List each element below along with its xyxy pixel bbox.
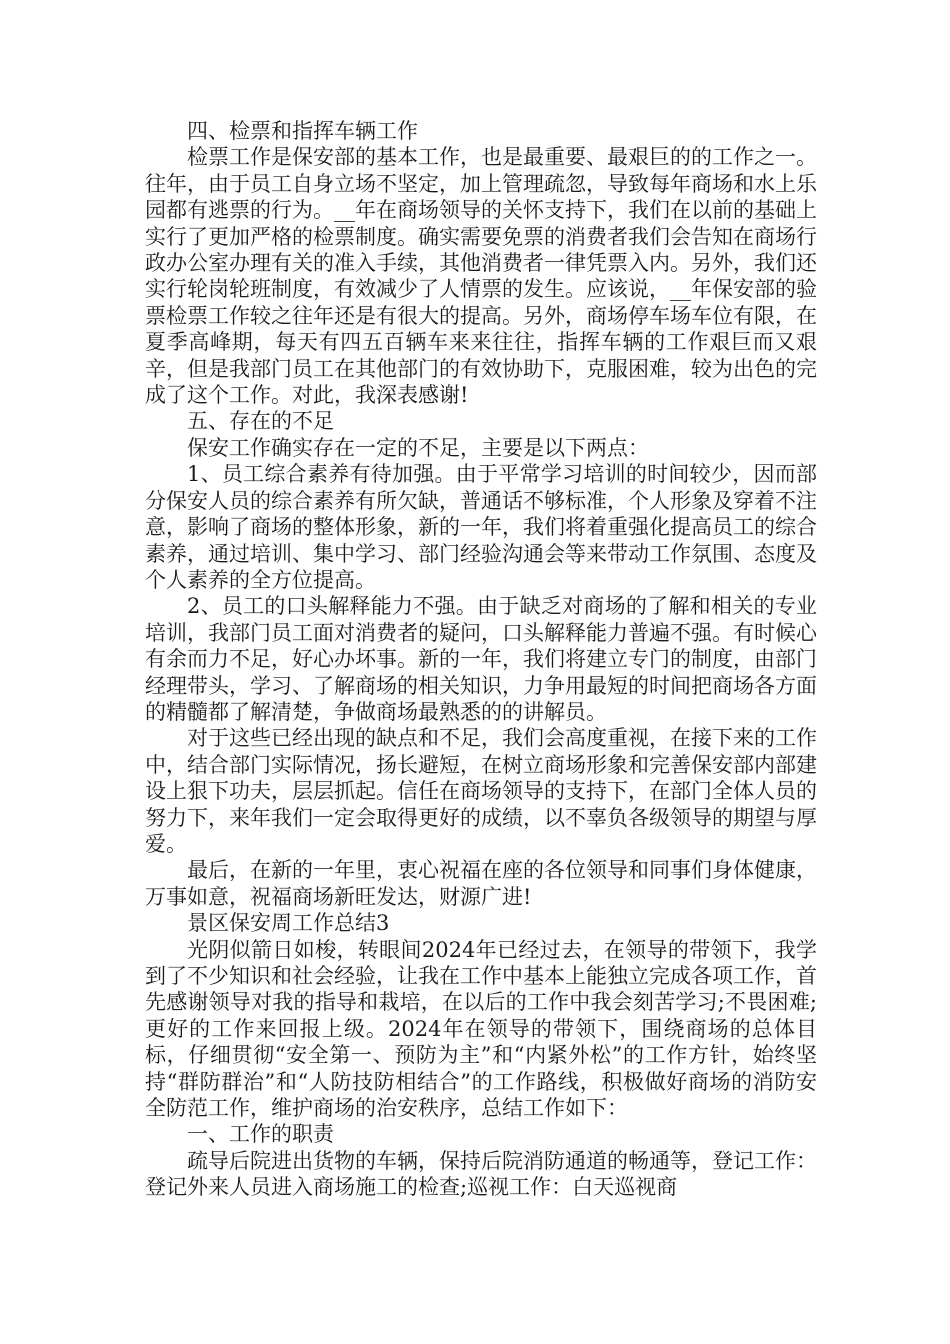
paragraph-duties: 疏导后院进出货物的车辆，保持后院消防通道的畅通等，登记工作：登记外来人员进入商场施工的检查;巡视工作：白天巡视商 [145, 1148, 817, 1200]
paragraph-shortcoming-2: 2、员工的口头解释能力不强。由于缺乏对商场的了解和相关的专业培训，我部门员工面对消费者的疑问，口头解释能力普遍不强。有时候心有余而力不足，好心办坏事。新的一年，我们将建立专门的制度，由部门经理带头，学习、了解商场的相关知识，力争用最短的时间把商场各方面的精髓都了解清楚，争做商场最熟悉的的讲解员。 [145, 594, 817, 724]
paragraph-response: 对于这些已经出现的缺点和不足，我们会高度重视，在接下来的工作中，结合部门实际情况，扬长避短，在树立商场形象和完善保安部内部建设上狠下功夫，层层抓起。信任在商场领导的支持下，在部门全体人员的努力下，来年我们一定会取得更好的成绩，以不辜负各级领导的期望与厚爱。 [145, 726, 817, 856]
paragraph-ticket-checking: 检票工作是保安部的基本工作，也是最重要、最艰巨的的工作之一。往年，由于员工自身立场不坚定，加上管理疏忽，导致每年商场和水上乐园都有逃票的行为。__年在商场领导的关怀支持下，我们在以前的基础上实行了更加严格的检票制度。确实需要免票的消费者我们会告知在商场行政办公室办理有关的准入手续，其他消费者一律凭票入内。另外，我们还实行轮岗轮班制度，有效减少了人情票的发生。应该说，__年保安部的验票检票工作较之往年还是有很大的提高。另外，商场停车场车位有限，在夏季高峰期，每天有四五百辆车来来往往，指挥车辆的工作艰巨而又艰辛，但是我部门员工在其他部门的有效协助下，克服困难，较为出色的完成了这个工作。对此，我深表感谢! [145, 145, 817, 408]
section-heading-ticket-checking: 四、检票和指挥车辆工作 [187, 119, 418, 143]
section-heading-shortcomings: 五、存在的不足 [187, 409, 334, 434]
paragraph-shortcoming-1: 1、员工综合素养有待加强。由于平常学习培训的时间较少，因而部分保安人员的综合素养有所欠缺，普通话不够标准，个人形象及穿着不注意，影响了商场的整体形象，新的一年，我们将着重强化提高员工的综合素养，通过培训、集中学习、部门经验沟通会等来带动工作氛围、态度及个人素养的全方位提高。 [145, 462, 817, 592]
section-heading-summary-3: 景区保安周工作总结3 [187, 911, 390, 936]
document-body [145, 118, 817, 1201]
paragraph-summary-intro: 光阴似箭日如梭，转眼间2024年已经过去，在领导的带领下，我学到了不少知识和社会经验，让我在工作中基本上能独立完成各项工作，首先感谢领导对我的指导和栽培，在以后的工作中我会刻苦学习;不畏困难;更好的工作来回报上级。2024年在领导的带领下，围绕商场的总体目标，仔细贯彻“安全第一、预防为主”和“内紧外松”的工作方针，始终坚持“群防群治”和“人防技防相结合”的工作路线，积极做好商场的消防安全防范工作，维护商场的治安秩序，总结工作如下： [145, 937, 817, 1121]
paragraph-closing-wishes: 最后，在新的一年里，衷心祝福在座的各位领导和同事们身体健康，万事如意，祝福商场新旺发达，财源广进! [145, 858, 817, 909]
paragraph-shortcomings-intro: 保安工作确实存在一定的不足，主要是以下两点： [187, 435, 649, 460]
section-heading-duties: 一、工作的职责 [187, 1122, 334, 1147]
